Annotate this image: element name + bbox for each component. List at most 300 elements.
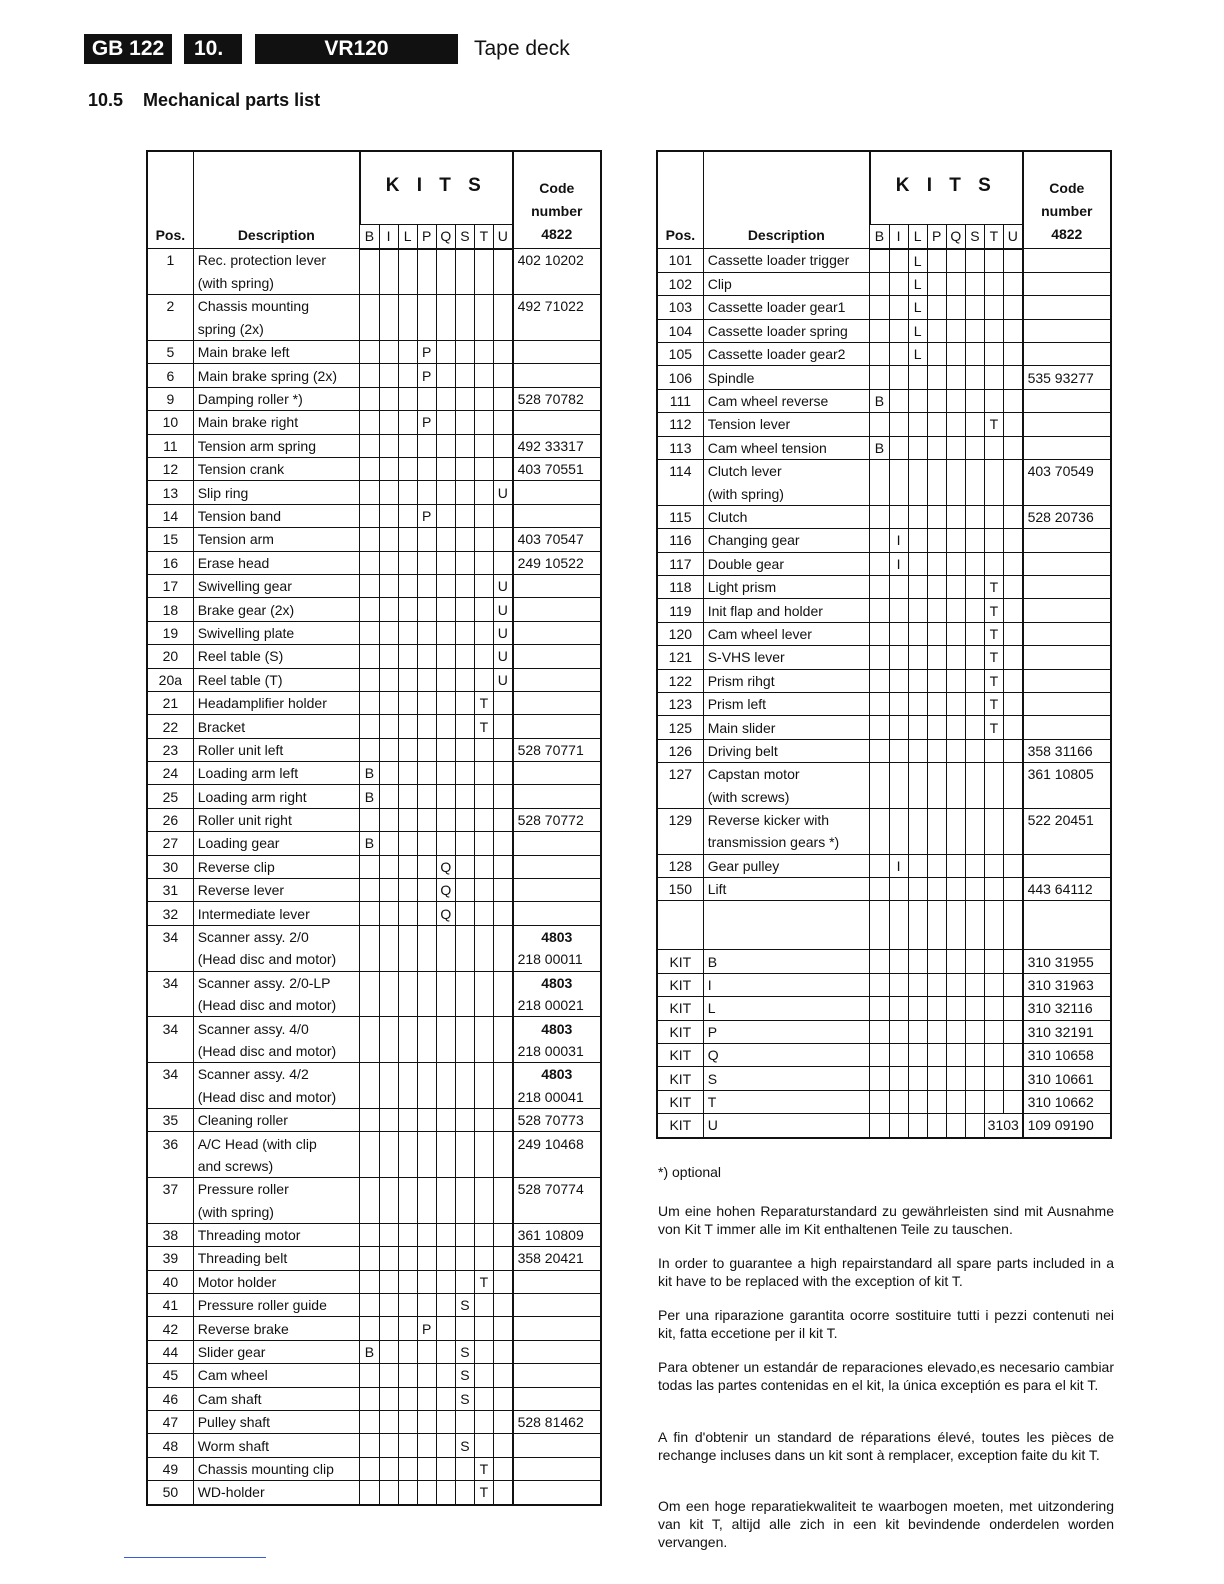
kit-cell xyxy=(455,832,474,855)
table-body xyxy=(147,249,601,1505)
kit-cell xyxy=(455,318,474,341)
part-position: 112 xyxy=(657,413,703,436)
table-row xyxy=(657,646,1111,669)
kit-cell xyxy=(493,691,512,714)
kit-cell xyxy=(493,249,512,272)
kit-cell xyxy=(417,948,436,971)
part-description: Tension lever xyxy=(703,413,870,436)
kit-cell xyxy=(1003,249,1022,273)
kit-cell xyxy=(417,832,436,855)
kit-cell xyxy=(379,481,398,504)
kit-cell xyxy=(436,1155,455,1178)
kit-cell xyxy=(908,436,927,459)
kit-cell xyxy=(417,1178,436,1201)
part-code: 361 10805 xyxy=(1023,763,1111,786)
kit-cell xyxy=(984,272,1003,295)
footer-divider xyxy=(124,1557,266,1558)
kit-cell xyxy=(493,341,512,364)
kit-cell xyxy=(474,1340,493,1363)
part-code: 402 10202 xyxy=(513,249,601,272)
kit-cell xyxy=(889,389,908,412)
table-row xyxy=(147,318,601,341)
kit-cell xyxy=(927,878,946,901)
table-row xyxy=(147,295,601,318)
kit-cell: L xyxy=(908,296,927,319)
part-position: 101 xyxy=(657,249,703,273)
part-position: 41 xyxy=(147,1294,193,1317)
kit-cell xyxy=(493,364,512,387)
kit-cell xyxy=(417,295,436,318)
kit-cell xyxy=(360,1247,379,1270)
part-code xyxy=(1023,831,1111,854)
kit-cell xyxy=(946,436,965,459)
kit-letter-header: Q xyxy=(436,225,455,249)
kit-cell xyxy=(493,879,512,902)
kit-letter-header: B xyxy=(360,225,379,249)
kit-cell xyxy=(360,1434,379,1457)
note-spanish: Para obtener un estandár de reparaciones elevado,es necesario cambiar todas las partes contenidas en el kit, la única exceptión es para el kit T. xyxy=(658,1359,1114,1393)
part-position: 12 xyxy=(147,458,193,481)
code-column-header xyxy=(1023,151,1111,249)
kit-cell xyxy=(398,832,417,855)
table-row xyxy=(657,622,1111,645)
kit-cell xyxy=(436,1247,455,1270)
kit-cell xyxy=(436,318,455,341)
part-code xyxy=(1023,272,1111,295)
kit-cell xyxy=(1003,552,1022,575)
kit-cell xyxy=(436,994,455,1017)
table-row xyxy=(147,481,601,504)
kit-cell xyxy=(398,645,417,668)
kit-cell xyxy=(493,948,512,971)
table-header xyxy=(147,151,601,249)
table-row xyxy=(147,341,601,364)
kit-cell xyxy=(474,1411,493,1434)
part-position xyxy=(147,318,193,341)
kit-cell xyxy=(908,482,927,505)
kit-cell xyxy=(984,808,1003,831)
kit-cell xyxy=(965,1090,984,1113)
table-row xyxy=(657,716,1111,739)
kit-cell xyxy=(436,481,455,504)
table-row xyxy=(147,598,601,621)
kit-cell xyxy=(379,528,398,551)
kit-cell xyxy=(474,832,493,855)
kit-cell xyxy=(455,528,474,551)
kit-cell xyxy=(417,925,436,948)
kit-cell xyxy=(984,739,1003,762)
kit-cell: L xyxy=(908,272,927,295)
kit-cell xyxy=(1003,575,1022,598)
table-row xyxy=(657,272,1111,295)
part-description: Spindle xyxy=(703,366,870,389)
kit-cell xyxy=(398,1270,417,1293)
kit-cell xyxy=(398,504,417,527)
table-row xyxy=(147,715,601,738)
part-code xyxy=(513,715,601,738)
kit-cell xyxy=(398,1481,417,1505)
part-code xyxy=(513,598,601,621)
kit-cell: U xyxy=(493,621,512,644)
part-code xyxy=(513,1270,601,1293)
kit-cell xyxy=(379,994,398,1017)
table-row xyxy=(147,551,601,574)
note-english: In order to guarantee a high repairstandard all spare parts included in a kit have to be replaced with the exception of kit T. xyxy=(658,1255,1114,1289)
kit-cell xyxy=(474,855,493,878)
kit-cell xyxy=(436,808,455,831)
kit-cell xyxy=(870,622,889,645)
kit-cell xyxy=(1003,319,1022,342)
kit-cell xyxy=(946,272,965,295)
kit-cell xyxy=(1003,785,1022,808)
kit-cell xyxy=(870,646,889,669)
kit-cell xyxy=(360,598,379,621)
part-position: 128 xyxy=(657,854,703,877)
part-position: 104 xyxy=(657,319,703,342)
part-description: Swivelling plate xyxy=(193,621,360,644)
kit-cell xyxy=(436,1223,455,1246)
part-description: Bracket xyxy=(193,715,360,738)
kit-cell: B xyxy=(870,389,889,412)
kit-cell xyxy=(474,762,493,785)
table-row xyxy=(147,808,601,831)
kit-cell xyxy=(455,481,474,504)
kit-cell: T xyxy=(984,716,1003,739)
part-code xyxy=(513,855,601,878)
kit-cell xyxy=(474,1086,493,1109)
part-description: Chassis mounting clip xyxy=(193,1457,360,1480)
kit-cell xyxy=(360,574,379,597)
kit-cell xyxy=(1003,950,1022,973)
kit-cell xyxy=(946,343,965,366)
table-row xyxy=(657,1067,1111,1090)
note-dutch: Om een hoge reparatiekwaliteit te waarbogen moeten, met uitzondering van kit T, altijd alle zich in een kit bevindende onderdelen worden vervangen. xyxy=(658,1498,1114,1550)
part-code xyxy=(1023,854,1111,877)
part-position: 10 xyxy=(147,411,193,434)
table-row xyxy=(147,574,601,597)
part-description: S-VHS lever xyxy=(703,646,870,669)
kit-cell xyxy=(379,598,398,621)
table-row xyxy=(147,1387,601,1410)
kit-cell xyxy=(1003,460,1022,483)
part-description: (Head disc and motor) xyxy=(193,994,360,1017)
kit-cell xyxy=(360,434,379,457)
part-description: Swivelling gear xyxy=(193,574,360,597)
kit-cell xyxy=(946,296,965,319)
part-code xyxy=(1023,389,1111,412)
kit-cell xyxy=(379,1481,398,1505)
part-code: 522 20451 xyxy=(1023,808,1111,831)
kit-cell xyxy=(889,901,908,950)
kit-cell xyxy=(946,505,965,528)
kit-cell xyxy=(398,434,417,457)
part-description: Cam wheel reverse xyxy=(703,389,870,412)
kit-cell xyxy=(1003,669,1022,692)
part-position: 119 xyxy=(657,599,703,622)
part-code: 218 00011 xyxy=(513,948,601,971)
kit-cell xyxy=(493,1411,512,1434)
kit-cell xyxy=(436,1317,455,1340)
kit-cell xyxy=(889,505,908,528)
code-header-line: number xyxy=(1041,203,1093,219)
kit-cell xyxy=(493,1132,512,1155)
kit-cell xyxy=(474,295,493,318)
kit-cell xyxy=(474,1294,493,1317)
kit-cell xyxy=(889,950,908,973)
kit-cell xyxy=(360,994,379,1017)
kit-cell xyxy=(927,997,946,1020)
kit-cell: L xyxy=(908,343,927,366)
kit-cell xyxy=(360,364,379,387)
part-code: 310 10662 xyxy=(1023,1090,1111,1113)
kit-cell xyxy=(870,296,889,319)
kit-cell xyxy=(1003,1044,1022,1067)
kit-cell xyxy=(493,551,512,574)
part-position xyxy=(147,1086,193,1109)
kit-cell xyxy=(908,599,927,622)
kit-cell xyxy=(889,343,908,366)
part-description: Reverse lever xyxy=(193,879,360,902)
kit-cell xyxy=(889,1090,908,1113)
part-code: 310 10661 xyxy=(1023,1067,1111,1090)
code-header-line: Code xyxy=(539,180,575,196)
kit-cell xyxy=(417,1411,436,1434)
kit-cell xyxy=(927,716,946,739)
table-row xyxy=(657,413,1111,436)
part-position: 123 xyxy=(657,692,703,715)
kit-letter-header: T xyxy=(474,225,493,249)
part-position: 38 xyxy=(147,1223,193,1246)
part-description: Loading gear xyxy=(193,832,360,855)
table-row xyxy=(147,1247,601,1270)
kit-cell: T xyxy=(474,1457,493,1480)
kit-cell xyxy=(436,1063,455,1086)
kit-cell xyxy=(908,950,927,973)
part-code: 492 33317 xyxy=(513,434,601,457)
kit-cell xyxy=(1003,763,1022,786)
part-code: 4803 xyxy=(513,925,601,948)
kit-cell xyxy=(379,621,398,644)
kit-cell xyxy=(398,364,417,387)
kit-cell xyxy=(908,973,927,996)
table-row xyxy=(657,831,1111,854)
kit-cell xyxy=(474,1317,493,1340)
kit-cell xyxy=(946,575,965,598)
kit-cell: B xyxy=(360,762,379,785)
kit-cell xyxy=(870,878,889,901)
kit-cell: P xyxy=(417,1317,436,1340)
kit-cell xyxy=(455,902,474,925)
part-position: 114 xyxy=(657,460,703,483)
kit-cell xyxy=(398,621,417,644)
part-position: 20 xyxy=(147,645,193,668)
part-description: A/C Head (with clip xyxy=(193,1132,360,1155)
kit-cell xyxy=(493,458,512,481)
part-position: 30 xyxy=(147,855,193,878)
kit-cell xyxy=(398,387,417,410)
kit-cell xyxy=(493,1340,512,1363)
kit-cell xyxy=(398,738,417,761)
part-code: 310 31963 xyxy=(1023,973,1111,996)
kit-cell xyxy=(379,808,398,831)
part-position: KIT xyxy=(657,973,703,996)
kit-cell xyxy=(398,1108,417,1131)
part-position: 121 xyxy=(657,646,703,669)
kit-cell xyxy=(493,1270,512,1293)
part-code xyxy=(513,879,601,902)
table-row xyxy=(657,785,1111,808)
kit-cell xyxy=(870,552,889,575)
kit-cell: T xyxy=(984,622,1003,645)
part-code xyxy=(513,411,601,434)
kit-cell xyxy=(360,1387,379,1410)
kit-cell xyxy=(889,997,908,1020)
kit-cell xyxy=(870,1067,889,1090)
kit-cell xyxy=(1003,901,1022,950)
kit-cell xyxy=(398,1086,417,1109)
kit-cell xyxy=(1003,366,1022,389)
kit-cell xyxy=(870,343,889,366)
table-row xyxy=(657,319,1111,342)
kit-cell xyxy=(455,1108,474,1131)
kit-cell xyxy=(360,668,379,691)
part-position: 23 xyxy=(147,738,193,761)
kit-cell xyxy=(927,669,946,692)
table-row xyxy=(657,878,1111,901)
part-code xyxy=(1023,785,1111,808)
kit-cell xyxy=(379,855,398,878)
part-code xyxy=(513,1364,601,1387)
kit-cell xyxy=(360,1040,379,1063)
kit-cell xyxy=(379,1340,398,1363)
kit-cell xyxy=(455,971,474,994)
kit-cell xyxy=(984,1020,1003,1043)
kit-cell xyxy=(360,1178,379,1201)
part-description: Scanner assy. 4/2 xyxy=(193,1063,360,1086)
kit-cell xyxy=(436,1178,455,1201)
kit-cell xyxy=(946,808,965,831)
kit-cell xyxy=(984,552,1003,575)
part-position: KIT xyxy=(657,1090,703,1113)
kit-cell xyxy=(927,436,946,459)
kit-cell xyxy=(398,528,417,551)
table-body xyxy=(657,249,1111,1138)
kit-cell xyxy=(1003,646,1022,669)
kit-cell xyxy=(474,1247,493,1270)
kit-cell xyxy=(493,902,512,925)
kit-cell xyxy=(908,460,927,483)
kit-cell xyxy=(870,808,889,831)
part-description: Rec. protection lever xyxy=(193,249,360,272)
kit-cell xyxy=(379,1364,398,1387)
kit-cell xyxy=(984,460,1003,483)
part-code: 528 70773 xyxy=(513,1108,601,1131)
part-code: 528 70771 xyxy=(513,738,601,761)
part-code: 492 71022 xyxy=(513,295,601,318)
kit-cell xyxy=(436,738,455,761)
kit-cell xyxy=(908,529,927,552)
kit-cell xyxy=(870,529,889,552)
kit-cell xyxy=(946,319,965,342)
part-description: Scanner assy. 2/0 xyxy=(193,925,360,948)
kit-cell xyxy=(927,763,946,786)
kit-cell xyxy=(908,413,927,436)
kit-cell xyxy=(436,411,455,434)
kit-cell xyxy=(379,1017,398,1040)
part-position: 122 xyxy=(657,669,703,692)
table-row xyxy=(147,1178,601,1201)
kit-cell xyxy=(417,551,436,574)
kit-cell xyxy=(455,994,474,1017)
kit-cell xyxy=(417,528,436,551)
kit-letter-header: S xyxy=(965,225,984,249)
kit-cell xyxy=(436,668,455,691)
kit-cell xyxy=(474,1132,493,1155)
part-description: Clutch lever xyxy=(703,460,870,483)
part-description: Driving belt xyxy=(703,739,870,762)
table-row xyxy=(147,832,601,855)
part-code xyxy=(1023,646,1111,669)
part-position: 1 xyxy=(147,249,193,272)
kit-cell xyxy=(455,1178,474,1201)
table-row xyxy=(147,1270,601,1293)
part-code: 310 10658 xyxy=(1023,1044,1111,1067)
part-code: 403 70547 xyxy=(513,528,601,551)
part-description: Cam wheel tension xyxy=(703,436,870,459)
part-position: 45 xyxy=(147,1364,193,1387)
kit-cell xyxy=(455,272,474,295)
part-description: (Head disc and motor) xyxy=(193,1040,360,1063)
note-german: Um eine hohen Reparaturstandard zu gewährleisten sind mit Ausnahme von Kit T immer alle im Kit enthaltenen Teile zu tauschen. xyxy=(658,1203,1114,1237)
part-code xyxy=(1023,296,1111,319)
kit-cell xyxy=(984,389,1003,412)
kit-cell: T xyxy=(984,413,1003,436)
kit-cell xyxy=(360,411,379,434)
kit-cell xyxy=(870,901,889,950)
part-position: 37 xyxy=(147,1178,193,1201)
kit-cell xyxy=(417,1155,436,1178)
kit-cell: T xyxy=(984,646,1003,669)
table-row xyxy=(147,1434,601,1457)
kit-cell xyxy=(965,319,984,342)
kit-cell xyxy=(474,458,493,481)
kit-cell xyxy=(946,716,965,739)
kit-cell xyxy=(1003,1020,1022,1043)
kit-cell xyxy=(455,1017,474,1040)
kit-cell xyxy=(417,621,436,644)
part-description: Scanner assy. 4/0 xyxy=(193,1017,360,1040)
part-position: 19 xyxy=(147,621,193,644)
kit-cell xyxy=(870,599,889,622)
model-badge: VR120 xyxy=(255,34,458,64)
kit-cell xyxy=(417,855,436,878)
kit-cell: S xyxy=(455,1434,474,1457)
section-title-text: Mechanical parts list xyxy=(143,90,321,110)
kit-letter-header: U xyxy=(493,225,512,249)
part-code: 403 70549 xyxy=(1023,460,1111,483)
part-code: 443 64112 xyxy=(1023,878,1111,901)
kit-cell xyxy=(908,366,927,389)
kit-cell xyxy=(946,249,965,273)
kit-cell xyxy=(984,1090,1003,1113)
kit-cell xyxy=(1003,831,1022,854)
kit-cell xyxy=(493,1434,512,1457)
kit-cell xyxy=(984,854,1003,877)
kit-cell xyxy=(493,1063,512,1086)
kit-cell xyxy=(474,341,493,364)
kit-cell xyxy=(927,319,946,342)
kit-cell xyxy=(927,343,946,366)
